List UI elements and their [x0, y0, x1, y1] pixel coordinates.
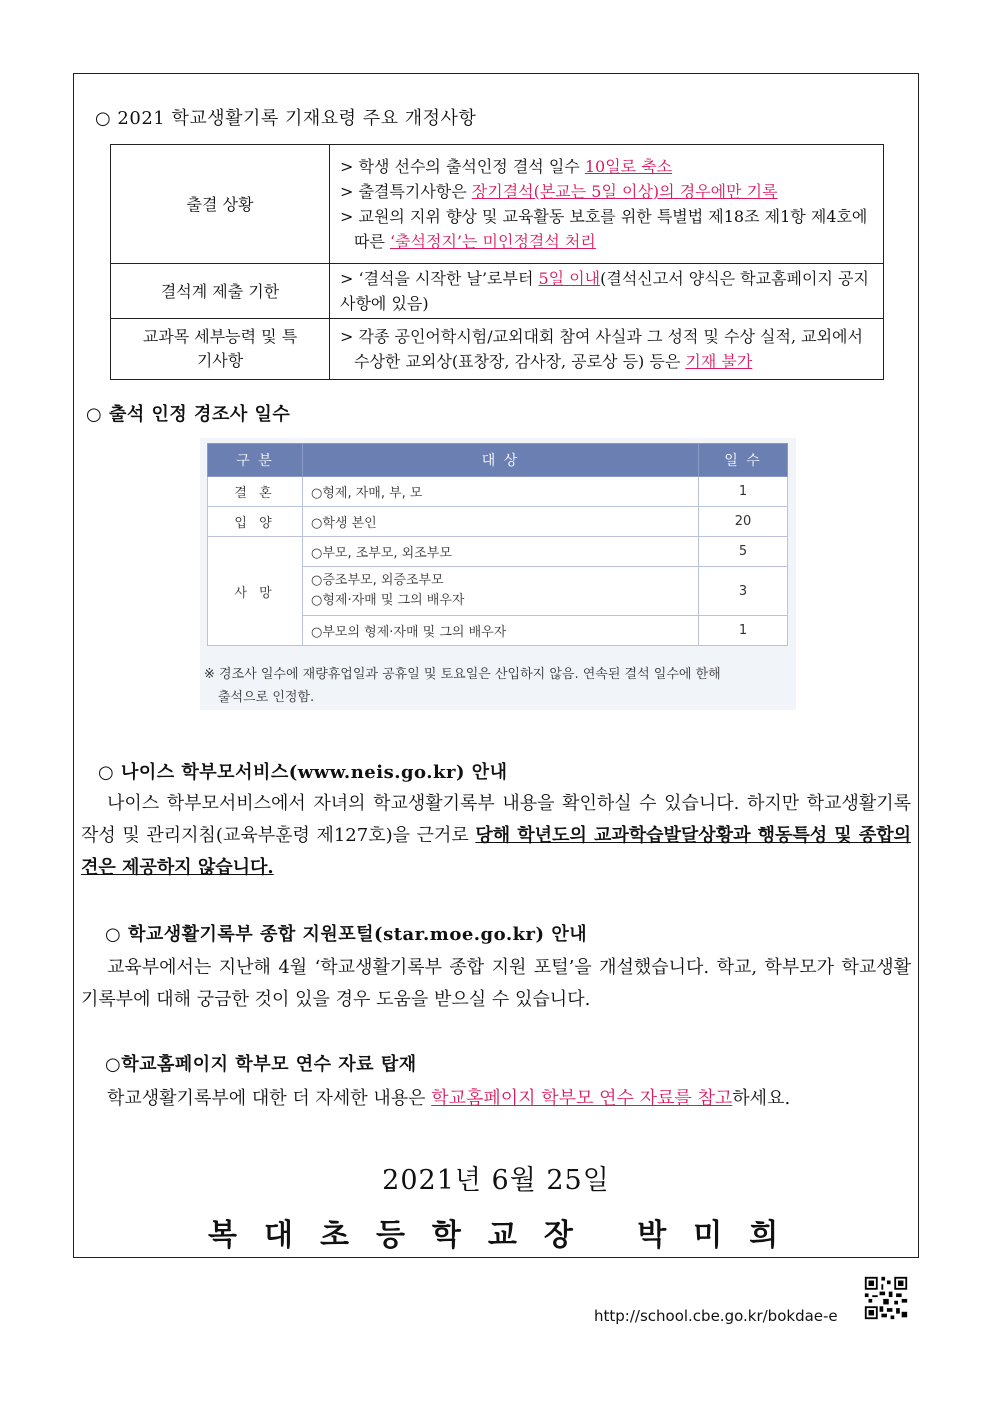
row-line: > 각종 공인어학시험/교외대회 참여 사실과 그 성적 및 수상 실적, 교외에서 수상한 교외상(표창장, 감사장, 공로상 등) 등은 기재 불가: [340, 327, 863, 371]
category-cell: 입 양: [208, 507, 303, 537]
column-header: 구 분: [208, 444, 303, 477]
attendance-days-image: [200, 438, 796, 710]
days-cell: 5: [699, 537, 788, 567]
school-url[interactable]: http://school.cbe.go.kr/bokdae-e: [594, 1307, 838, 1325]
section3-heading: ○ 나이스 학부모서비스(www.neis.go.kr) 안내: [98, 762, 508, 783]
emphasis-text: 당해 학년도의 교과학습발달상황과 행동특성 및 종합의견은 제공하지 않습니다.: [81, 825, 911, 878]
column-header: 대 상: [303, 444, 699, 477]
section4-heading: ○ 학교생활기록부 종합 지원포털(star.moe.go.kr) 안내: [105, 924, 588, 945]
row-line: > 출결특기사항은 장기결석(본교는 5일 이상)의 경우에만 기록: [340, 182, 778, 201]
row-line: > 학생 선수의 출석인정 결석 일수 10일로 축소: [340, 157, 673, 176]
table-row: [111, 319, 884, 380]
row-content: [330, 319, 884, 380]
highlight-text: 10일로 축소: [584, 157, 673, 176]
row-label: 출결 상황: [111, 145, 330, 264]
days-cell: 1: [699, 616, 788, 646]
table-row: [208, 507, 788, 537]
target-cell: ○증조부모, 외증조부모 ○형제·자매 및 그의 배우자: [303, 567, 699, 616]
target-cell: ○학생 본인: [303, 507, 699, 537]
target-cell: ○형제, 자매, 부, 모: [303, 477, 699, 507]
row-label: 결석계 제출 기한: [111, 264, 330, 319]
table-note: ※ 경조사 일수에 재량휴업일과 공휴일 및 토요일은 산입하지 않음. 연속된 결석 일수에 한해 출석으로 인정함.: [204, 667, 721, 705]
qr-code-icon[interactable]: [863, 1275, 909, 1321]
days-cell: 1: [699, 477, 788, 507]
table-row: [208, 537, 788, 567]
target-cell: ○부모, 조부모, 외조부모: [303, 537, 699, 567]
table-header-row: [208, 444, 788, 477]
section5-paragraph: 학교생활기록부에 대한 더 자세한 내용은 학교홈페이지 학부모 연수 자료를 참고하세요.: [107, 1088, 791, 1109]
section4-paragraph: 교육부에서는 지난해 4월 ‘학교생활기록부 종합 지원 포털’을 개설했습니다. 학교, 학부모가 학교생활기록부에 대해 궁금한 것이 있을 경우 도움을 받으실 수 있습니다.: [81, 957, 911, 1010]
section2-heading: ○ 출석 인정 경조사 일수: [86, 404, 291, 425]
table-row: [111, 264, 884, 319]
section5-heading: ○학교홈페이지 학부모 연수 자료 탑재: [105, 1054, 417, 1075]
row-line: > 교원의 지위 향상 및 교육활동 보호를 위한 특별법 제18조 제1항 제4호에 따른 ‘출석정지’는 미인정결석 처리: [340, 207, 868, 251]
principal-signature-line: 복대초등학교장 박미희: [208, 1218, 806, 1253]
column-header: 일 수: [699, 444, 788, 477]
section3-paragraph: 나이스 학부모서비스에서 자녀의 학교생활기록부 내용을 확인하실 수 있습니다. 하지만 학교생활기록 작성 및 관리지침(교육부훈령 제127호)을 근거로 당해 학년도의 교과학습발달상황과 행동특성 및 종합의견은 제공하지 않습니다.: [81, 793, 911, 878]
highlight-text: ‘출석정지’는 미인정결석 처리: [390, 232, 596, 251]
row-content: [330, 145, 884, 264]
row-label: 교과목 세부능력 및 특기사항: [111, 319, 330, 380]
attendance-days-table: [207, 443, 788, 646]
highlight-text: 장기결석(본교는 5일 이상)의 경우에만 기록: [471, 182, 778, 201]
revision-table: [110, 144, 884, 380]
table-row: [111, 145, 884, 264]
highlight-text: 기재 불가: [685, 352, 753, 371]
highlight-text: 5일 이내: [538, 269, 601, 288]
highlight-text: 학교홈페이지 학부모 연수 자료를 참고: [431, 1088, 733, 1109]
row-content: > ‘결석을 시작한 날’로부터 5일 이내(결석신고서 양식은 학교홈페이지 공지사항에 있음): [330, 264, 884, 319]
section1-heading: ○ 2021 학교생활기록 기재요령 주요 개정사항: [95, 108, 477, 129]
days-cell: 20: [699, 507, 788, 537]
table-row: [208, 477, 788, 507]
target-cell: ○부모의 형제·자매 및 그의 배우자: [303, 616, 699, 646]
days-cell: 3: [699, 567, 788, 616]
issue-date: 2021년 6월 25일: [382, 1165, 610, 1196]
category-cell: 결 혼: [208, 477, 303, 507]
category-cell: 사 망: [208, 537, 303, 646]
